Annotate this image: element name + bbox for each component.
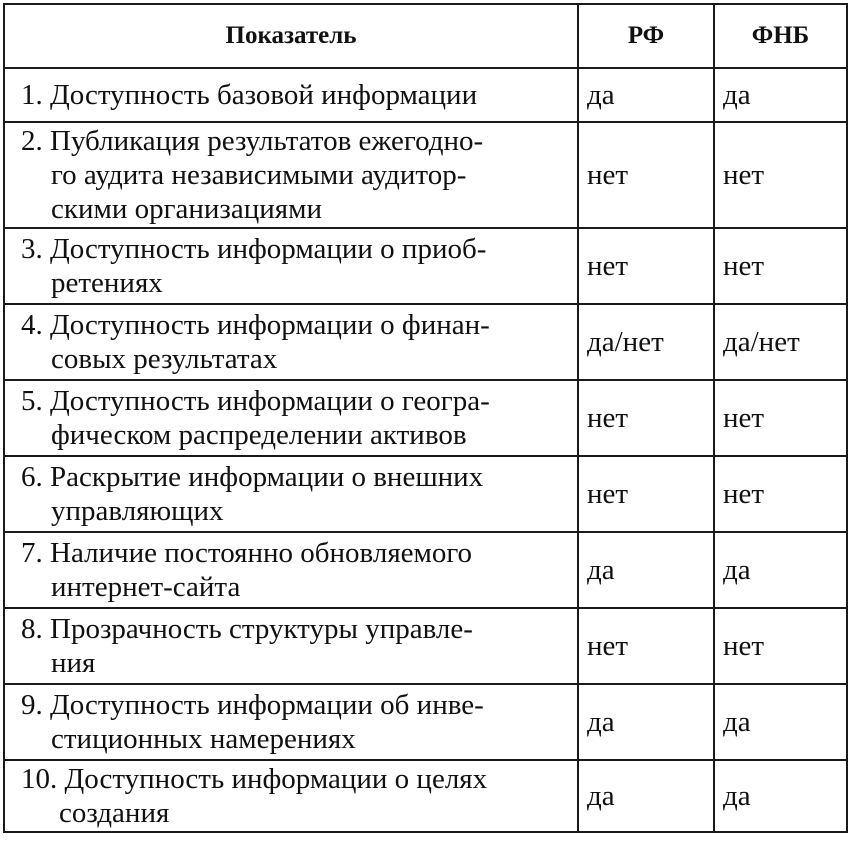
table-row: [4, 760, 847, 832]
indicator-cell: [4, 228, 578, 304]
fnb-value-cell: нет: [714, 608, 847, 684]
indicator-text-line: совых результатах: [51, 343, 278, 375]
indicator-text-line: управляющих: [51, 495, 224, 527]
column-header-fnb: ФНБ: [714, 4, 847, 68]
rf-value-cell: нет: [578, 380, 714, 456]
indicator-cell: [4, 122, 578, 228]
fnb-value-cell: да: [714, 68, 847, 122]
indicator-text-line: скими организациями: [51, 193, 322, 225]
transparency-table: [3, 3, 848, 833]
rf-value-cell: нет: [578, 456, 714, 532]
indicator-cell: [4, 608, 578, 684]
indicator-text-line: 10. Доступность информации о целях: [21, 763, 488, 795]
rf-value-cell: да/нет: [578, 304, 714, 380]
indicator-cell: [4, 456, 578, 532]
indicator-cell: [4, 532, 578, 608]
rf-value-cell: нет: [578, 608, 714, 684]
indicator-cell: [4, 304, 578, 380]
indicator-text-line: 1. Доступность базовой информации: [21, 79, 478, 111]
indicator-text-line: 9. Доступность информации об инве-: [21, 689, 484, 721]
indicator-text-line: интернет-сайта: [51, 571, 241, 603]
table-row: [4, 122, 847, 228]
indicator-cell: [4, 684, 578, 760]
fnb-value-cell: да: [714, 684, 847, 760]
rf-value-cell: нет: [578, 122, 714, 228]
indicator-text-line: 8. Прозрачность структуры управле-: [21, 613, 473, 645]
fnb-value-cell: нет: [714, 380, 847, 456]
table-row: [4, 380, 847, 456]
indicator-cell: [4, 380, 578, 456]
indicator-text-line: 4. Доступность информации о финан-: [21, 309, 490, 341]
rf-value-cell: да: [578, 684, 714, 760]
table-row: [4, 608, 847, 684]
column-header-rf: РФ: [578, 4, 714, 68]
indicator-cell: [4, 68, 578, 122]
table-header-row: [4, 4, 847, 68]
rf-value-cell: да: [578, 532, 714, 608]
table-row: [4, 228, 847, 304]
table-row: [4, 68, 847, 122]
table-row: [4, 304, 847, 380]
indicator-text-line: 5. Доступность информации о геогра-: [21, 385, 490, 417]
table-row: [4, 532, 847, 608]
indicator-text-line: ния: [51, 647, 96, 679]
indicator-text-line: фическом распределении активов: [51, 419, 467, 451]
indicator-text-line: 7. Наличие постоянно обновляемого: [21, 537, 473, 569]
indicator-text-line: 3. Доступность информации о приоб-: [21, 233, 487, 265]
column-header-indicator: Показатель: [4, 4, 578, 68]
fnb-value-cell: да: [714, 760, 847, 832]
indicator-text-line: стиционных намерениях: [51, 723, 356, 755]
fnb-value-cell: да: [714, 532, 847, 608]
indicator-cell: [4, 760, 578, 832]
rf-value-cell: нет: [578, 228, 714, 304]
indicator-text-line: ретениях: [51, 267, 163, 299]
table-row: [4, 456, 847, 532]
fnb-value-cell: нет: [714, 456, 847, 532]
rf-value-cell: да: [578, 68, 714, 122]
indicator-text-line: 2. Публикация результатов ежегодно-: [21, 125, 484, 157]
indicator-text-line: создания: [59, 797, 170, 829]
table-row: [4, 684, 847, 760]
fnb-value-cell: да/нет: [714, 304, 847, 380]
indicator-text-line: го аудита независимыми аудитор-: [51, 159, 467, 191]
indicator-text-line: 6. Раскрытие информации о внешних: [21, 461, 484, 493]
fnb-value-cell: нет: [714, 122, 847, 228]
rf-value-cell: да: [578, 760, 714, 832]
fnb-value-cell: нет: [714, 228, 847, 304]
